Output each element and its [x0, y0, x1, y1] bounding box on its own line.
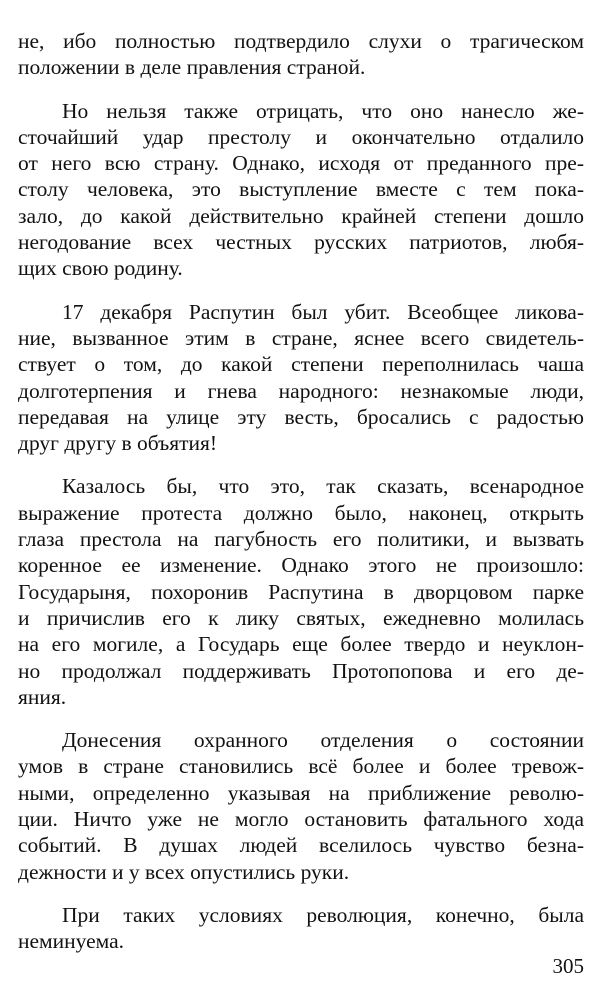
- text-line: и причислив его к лику святых, ежедневно молилась: [18, 605, 584, 630]
- text-line: долготерпения и гнева народного: незнакомые люди,: [18, 378, 584, 403]
- text-line: Но нельзя также отрицать, что оно нанесло же-: [62, 98, 584, 123]
- text-line: глаза престола на пагубность его политики, и вызвать: [18, 527, 584, 552]
- paragraph-4: [18, 473, 584, 710]
- text-line: событий. В душах людей вселилось чувство безна-: [18, 833, 584, 858]
- page-number: 305: [552, 954, 584, 978]
- text-line: ствует о том, до какой степени переполнилась чаша: [18, 352, 584, 377]
- text-line: умов в стране становились всё более и более тревож-: [18, 754, 584, 779]
- text-line: Казалось бы, что это, так сказать, всенародное: [62, 474, 584, 499]
- text-line: коренное ее изменение. Однако этого не произошло:: [18, 553, 584, 578]
- text-line: неминуема.: [18, 929, 125, 954]
- paragraph-3: [18, 299, 584, 457]
- book-page: [18, 28, 584, 988]
- text-line: 17 декабря Распутин был убит. Всеобщее ликова-: [62, 299, 584, 324]
- text-line: ными, определенно указывая на приближение револю-: [18, 780, 584, 805]
- text-line: выражение протеста должно было, наконец, открыть: [18, 500, 584, 525]
- text-line: от него всю страну. Однако, исходя от преданного пре-: [18, 151, 584, 176]
- text-line: Государыня, похоронив Распутина в дворцовом парке: [18, 579, 584, 604]
- text-line: При таких условиях революция, конечно, была: [62, 902, 584, 927]
- text-line: Донесения охранного отделения о состоянии: [62, 728, 584, 753]
- text-line: яния.: [18, 684, 67, 709]
- text-line: щих свою родину.: [18, 256, 183, 281]
- text-line: столу человека, это выступление вместе с тем пока-: [18, 177, 584, 202]
- text-line: на его могиле, а Государь еще более твердо и неуклон-: [18, 632, 584, 657]
- text-line: дежности и у всех опустились руки.: [18, 859, 350, 884]
- paragraph-2: [18, 98, 584, 282]
- text-line: передавая на улице эту весть, бросались с радостью: [18, 404, 584, 429]
- text-line: негодование всех честных русских патриотов, любя-: [18, 230, 584, 255]
- paragraph-5: [18, 727, 584, 885]
- paragraph-6: [18, 902, 584, 955]
- text-line: друг другу в объятия!: [18, 431, 218, 456]
- text-line: ние, вызванное этим в стране, яснее всего свидетель-: [18, 325, 584, 350]
- paragraph-1: [18, 28, 584, 81]
- text-line: зало, до какой действительно крайней степени дошло: [18, 203, 584, 228]
- text-line: сточайший удар престолу и окончательно отдалило: [18, 124, 584, 149]
- text-line: но продолжал поддерживать Протопопова и его де-: [18, 658, 584, 683]
- text-line: ции. Ничто уже не могло остановить фатального хода: [18, 807, 584, 832]
- text-line: положении в деле правления страной.: [18, 55, 366, 80]
- text-line: не, ибо полностью подтвердило слухи о трагическом: [18, 29, 584, 53]
